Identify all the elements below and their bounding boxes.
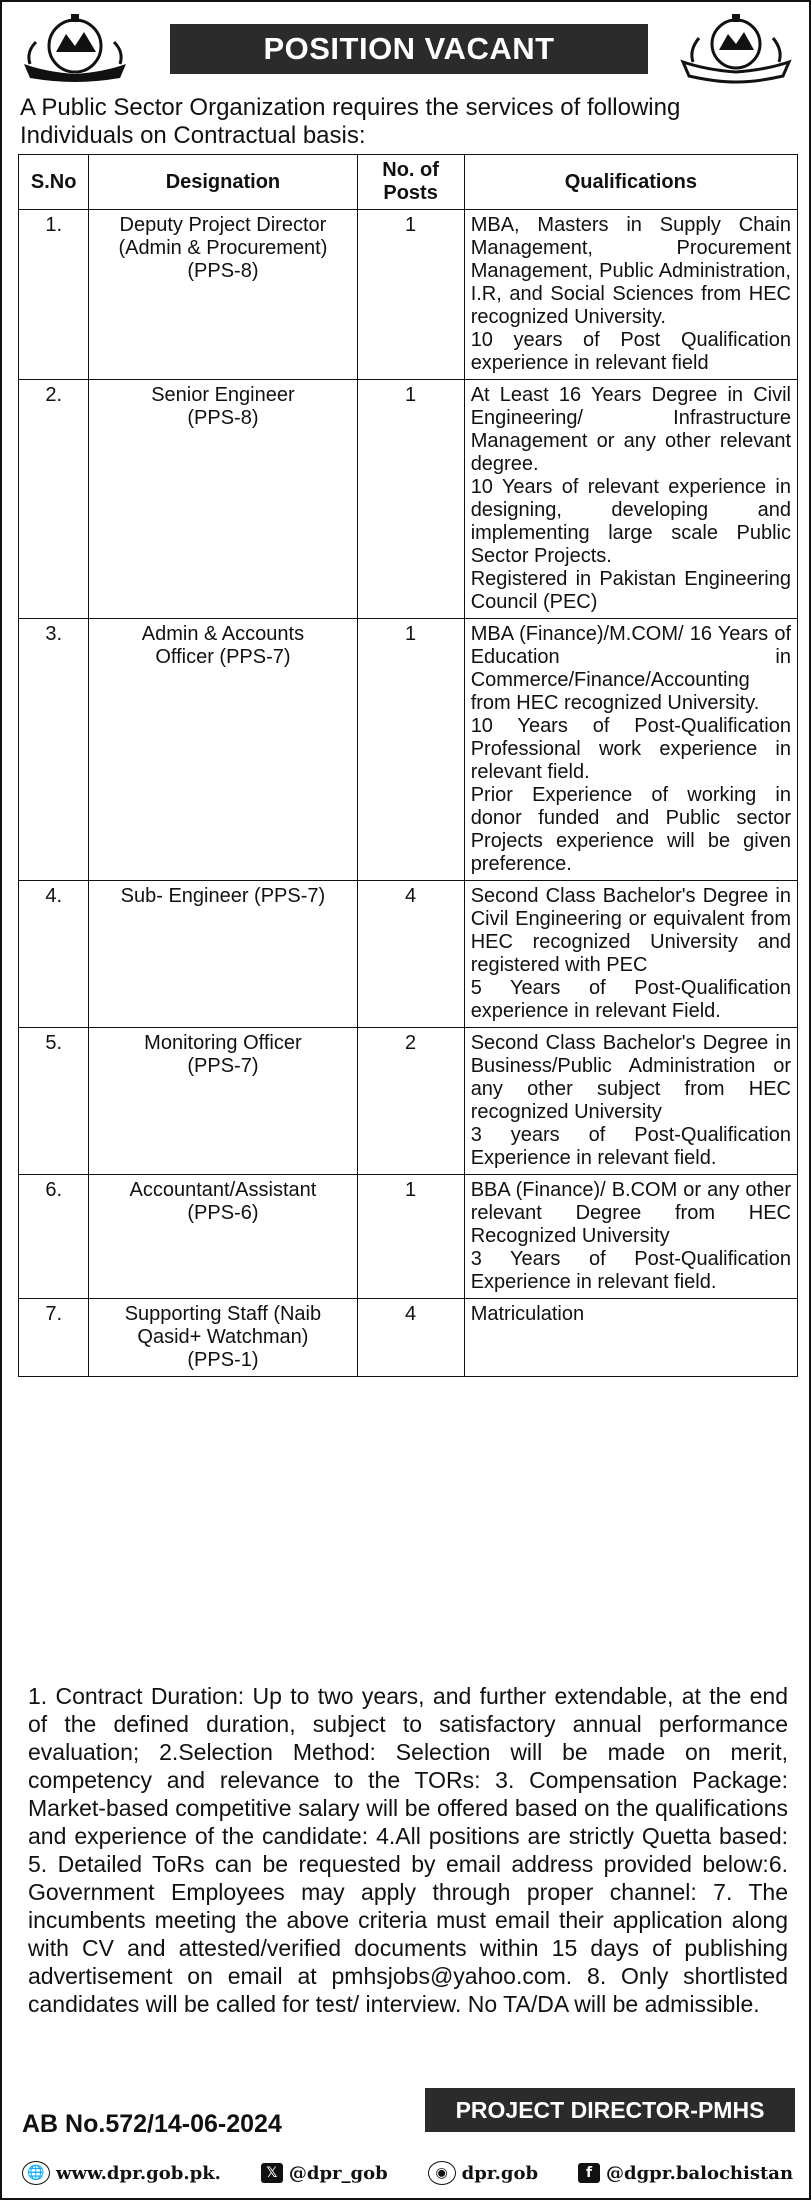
website-link[interactable] <box>22 2161 221 2185</box>
designation-line: Senior Engineer <box>151 384 295 406</box>
designation-line: Monitoring Officer <box>144 1032 302 1054</box>
column-header-sno: S.No <box>19 155 89 210</box>
cell-sno: 1. <box>19 210 89 380</box>
cell-posts: 1 <box>357 210 464 380</box>
advertisement-reference: AB No.572/14-06-2024 <box>22 2110 282 2138</box>
designation-line: Admin & Accounts <box>141 623 305 645</box>
website-text: www.dpr.gob.pk. <box>55 2162 221 2184</box>
cell-designation <box>89 1175 357 1299</box>
cell-qualifications <box>464 1028 797 1175</box>
qualification-item: 3 years of Post-Qualification Experience in relevant field. <box>470 1124 791 1169</box>
globe-icon: 🌐 <box>22 2161 50 2185</box>
designation-line: Sub- Engineer (PPS-7) <box>120 885 326 907</box>
cell-qualifications <box>464 380 797 619</box>
cell-designation <box>89 210 357 380</box>
qualification-item: Second Class Bachelor's Degree in Business/Public Administration or any other subject from HEC recognized University <box>470 1032 791 1123</box>
instagram-icon: ◉ <box>428 2161 456 2185</box>
column-header-designation: Designation <box>89 155 357 210</box>
qualification-item: 10 Years of relevant experience in designing, developing and implementing large scale Public Sector Projects. <box>470 476 791 567</box>
table-row <box>19 1299 798 1377</box>
facebook-icon: f <box>578 2163 600 2183</box>
designation-line: Officer (PPS-7) <box>155 646 291 668</box>
column-header-posts: No. of Posts <box>357 155 464 210</box>
cell-sno: 2. <box>19 380 89 619</box>
intro-text: A Public Sector Organization requires the services of following Individuals on Contractual basis: <box>20 94 681 149</box>
qualification-item: BBA (Finance)/ B.COM or any other relevant Degree from HEC Recognized University <box>470 1179 791 1247</box>
table-row <box>19 619 798 881</box>
twitter-icon: 𝕏 <box>261 2163 283 2183</box>
qualification-item: MBA (Finance)/M.COM/ 16 Years of Education in Commerce/Finance/Accounting from HEC recognized University. <box>470 623 791 714</box>
designation-line: (PPS-8) <box>187 260 259 282</box>
cell-posts: 4 <box>357 881 464 1028</box>
cell-qualifications <box>464 1175 797 1299</box>
cell-sno: 5. <box>19 1028 89 1175</box>
government-emblem-left <box>16 12 134 84</box>
government-emblem-right <box>677 12 795 84</box>
designation-line: Deputy Project Director <box>119 214 327 236</box>
positions-table <box>18 154 798 1377</box>
cell-qualifications <box>464 619 797 881</box>
table-row <box>19 881 798 1028</box>
column-header-qualifications: Qualifications <box>464 155 797 210</box>
twitter-text: @dpr_gob <box>288 2162 388 2184</box>
cell-sno: 7. <box>19 1299 89 1377</box>
designation-line: Qasid+ Watchman) <box>137 1326 309 1348</box>
instagram-text: dpr.gob <box>461 2162 539 2184</box>
designation-line: (PPS-7) <box>187 1055 259 1077</box>
page-title: POSITION VACANT <box>170 24 648 74</box>
table-row <box>19 380 798 619</box>
cell-sno: 3. <box>19 619 89 881</box>
terms-and-conditions: 1. Contract Duration: Up to two years, and further extendable, at the end of the defined duration, subject to satisfactory annual performance evaluation; 2.Selection Method: Selection will be made on merit, competency and relevance to the TORs: 3. Compensation Package: Market-based competitive salary will be offered based on the qualifications and experience of the candidate: 4.All positions are strictly Quetta based: 5. Detailed ToRs can be requested by email address provided below:6. Government Employees may apply through proper channel: 7. The incumbents meeting the above criteria must email their application along with CV and attested/verified documents within 15 days of publishing advertisement on email at pmhsjobs@yahoo.com. 8. Only shortlisted candidates will be called for test/ interview. No TA/DA will be admissible. <box>28 1683 788 2017</box>
cell-designation <box>89 881 357 1028</box>
cell-qualifications <box>464 210 797 380</box>
cell-posts: 1 <box>357 1175 464 1299</box>
table-header-row <box>19 155 798 210</box>
signatory: PROJECT DIRECTOR-PMHS <box>425 2088 795 2132</box>
qualification-item: Second Class Bachelor's Degree in Civil Engineering or equivalent from HEC recognized University and registered with PEC <box>470 885 791 976</box>
cell-posts: 1 <box>357 380 464 619</box>
cell-designation <box>89 1299 357 1377</box>
instagram-link[interactable] <box>428 2161 538 2185</box>
designation-line: (PPS-1) <box>187 1349 259 1371</box>
cell-designation <box>89 1028 357 1175</box>
cell-posts: 4 <box>357 1299 464 1377</box>
facebook-link[interactable] <box>578 2163 793 2184</box>
qualification-item: Registered in Pakistan Engineering Council (PEC) <box>470 568 791 613</box>
qualification-item: 3 Years of Post-Qualification Experience in relevant field. <box>470 1248 791 1293</box>
qualification-item: Prior Experience of working in donor funded and Public sector Projects experience will be given preference. <box>470 784 791 875</box>
designation-line: (Admin & Procurement) <box>118 237 328 259</box>
table-row <box>19 210 798 380</box>
designation-line: Supporting Staff (Naib <box>124 1303 322 1325</box>
qualification-item: 5 Years of Post-Qualification experience in relevant Field. <box>470 977 791 1022</box>
cell-sno: 6. <box>19 1175 89 1299</box>
qualification-item: At Least 16 Years Degree in Civil Engineering/ Infrastructure Management or any other relevant degree. <box>470 384 791 475</box>
cell-posts: 1 <box>357 619 464 881</box>
designation-line: (PPS-8) <box>187 407 259 429</box>
designation-line: (PPS-6) <box>187 1202 259 1224</box>
cell-designation <box>89 380 357 619</box>
social-links-bar <box>2 2152 811 2194</box>
designation-line: Accountant/Assistant <box>129 1179 317 1201</box>
cell-qualifications <box>464 1299 797 1377</box>
table-row <box>19 1175 798 1299</box>
cell-sno: 4. <box>19 881 89 1028</box>
cell-posts: 2 <box>357 1028 464 1175</box>
cell-qualifications <box>464 881 797 1028</box>
positions-table-body <box>19 210 798 1377</box>
table-row <box>19 1028 798 1175</box>
qualification-item: MBA, Masters in Supply Chain Management, Procurement Management, Public Administration, I.R, and Social Sciences from HEC recognized University. <box>470 214 791 328</box>
qualification-item: Matriculation <box>470 1303 585 1325</box>
qualification-item: 10 Years of Post-Qualification Professional work experience in relevant field. <box>470 715 791 783</box>
twitter-link[interactable] <box>261 2163 388 2184</box>
qualification-item: 10 years of Post Qualification experience in relevant field <box>470 329 791 374</box>
cell-designation <box>89 619 357 881</box>
facebook-text: @dgpr.balochistan <box>606 2162 794 2184</box>
